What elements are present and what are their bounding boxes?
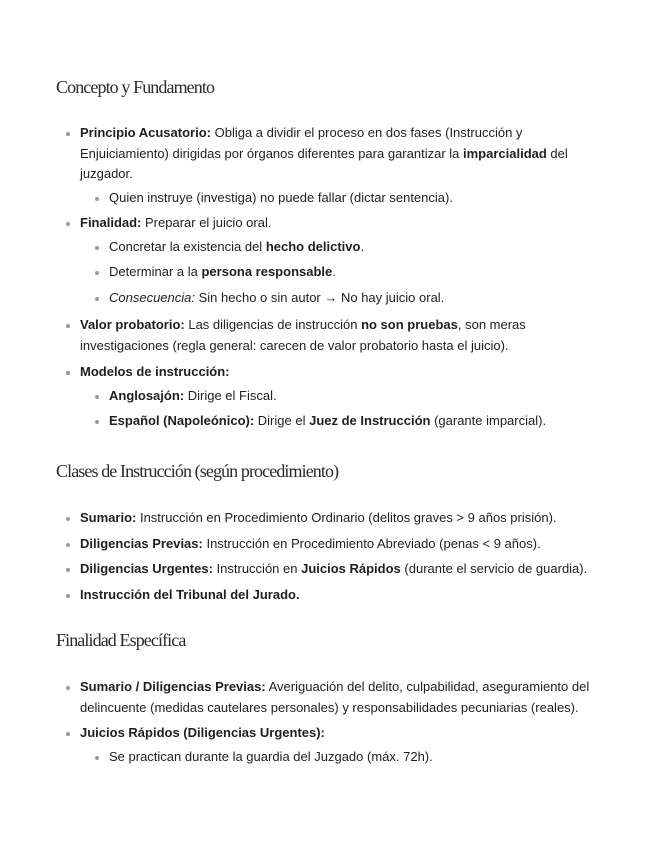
list-item-persona-responsable: Determinar a la persona responsable. — [0, 262, 609, 283]
clases-list — [0, 508, 655, 605]
list-item-quien-instruye: Quien instruye (investiga) no puede fallar (dictar sentencia). — [0, 188, 609, 209]
list-item-modelos: Modelos de instrucción: — [0, 362, 590, 383]
list-item-diligencias-previas: Diligencias Previas: Instrucción en Procedimiento Abreviado (penas < 9 años). — [0, 534, 590, 555]
list-item-guardia: Se practican durante la guardia del Juzgado (máx. 72h). — [0, 747, 609, 768]
concepto-list — [0, 123, 655, 432]
list-item-juicios-rapidos: Juicios Rápidos (Diligencias Urgentes): — [0, 723, 590, 744]
list-item-sumario: Sumario: Instrucción en Procedimiento Ordinario (delitos graves > 9 años prisión). — [0, 508, 590, 529]
list-item-finalidad: Finalidad: Preparar el juicio oral. — [0, 213, 590, 234]
list-item-valor-probatorio: Valor probatorio: Las diligencias de instrucción no son pruebas, son meras investigaciones (regla general: carecen de valor probatorio hasta el juicio). — [0, 315, 590, 356]
list-item-hecho-delictivo: Concretar la existencia del hecho delictivo. — [0, 237, 609, 258]
list-item-principio-acusatorio: Principio Acusatorio: Obliga a dividir el proceso en dos fases (Instrucción y Enjuiciamiento) dirigidas por órganos diferentes para garantizar la imparcialidad del juzgador. — [0, 123, 590, 185]
section-title-clases: Clases de Instrucción (según procedimiento) — [56, 461, 339, 481]
list-item-tribunal-jurado: Instrucción del Tribunal del Jurado. — [0, 585, 590, 606]
list-item-sumario-diligencias: Sumario / Diligencias Previas: Averiguación del delito, culpabilidad, aseguramiento del delincuente (medidas cautelares personales) y responsabilidades pecuniarias (reales). — [0, 677, 590, 718]
list-item-anglosajon: Anglosajón: Dirige el Fiscal. — [0, 386, 609, 407]
list-item-diligencias-urgentes: Diligencias Urgentes: Instrucción en Juicios Rápidos (durante el servicio de guardia). — [0, 559, 590, 580]
section-title-finalidad-especifica: Finalidad Específica — [56, 630, 186, 650]
list-item-espanol: Español (Napoleónico): Dirige el Juez de Instrucción (garante imparcial). — [0, 411, 609, 432]
finalidad-especifica-list — [0, 677, 655, 767]
section-title-concepto: Concepto y Fundamento — [56, 77, 215, 97]
list-item-consecuencia: Consecuencia: Sin hecho o sin autor → No hay juicio oral. — [0, 288, 609, 309]
